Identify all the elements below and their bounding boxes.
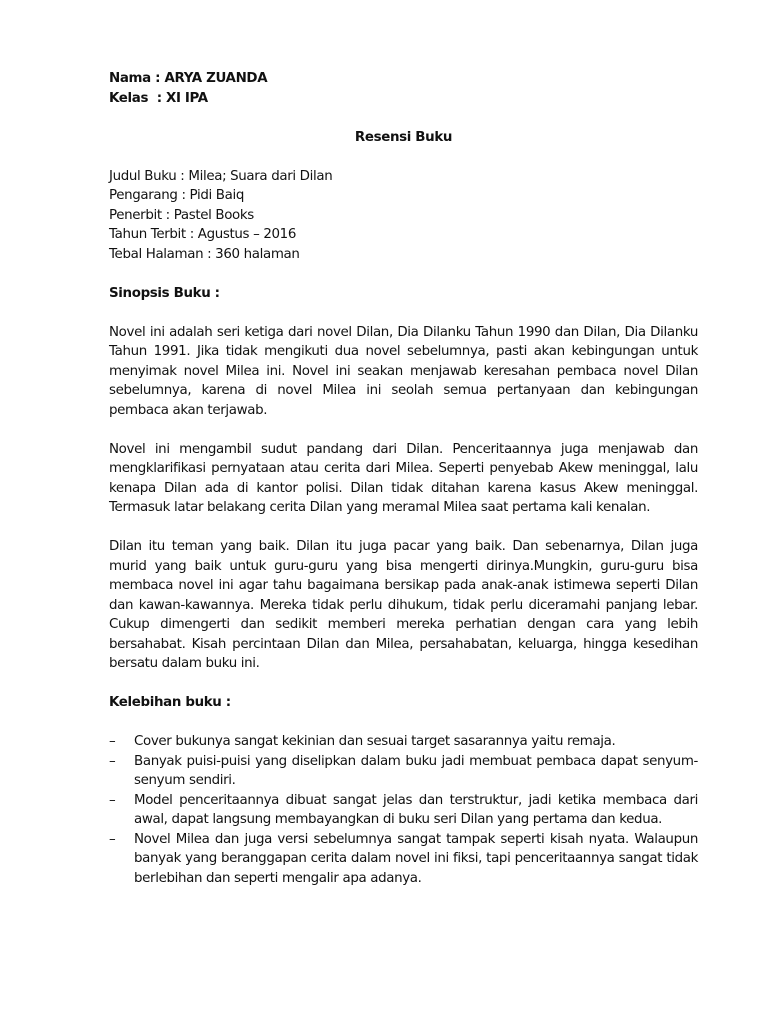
list-item-text: Banyak puisi-puisi yang diselipkan dalam buku jadi membuat pembaca dapat senyum-senyum sendiri. [134, 753, 698, 788]
book-title-field: Judul Buku : Milea; Suara dari Dilan [109, 168, 333, 184]
advantages-heading: Kelebihan buku : [109, 695, 231, 710]
list-item [109, 791, 698, 830]
book-year-field: Tahun Terbit : Agustus – 2016 [109, 227, 296, 242]
header-block [109, 69, 698, 108]
dash-bullet-icon: – [109, 792, 116, 808]
list-item [109, 732, 698, 752]
synopsis-paragraph: Novel ini adalah seri ketiga dari novel Dilan, Dia Dilanku Tahun 1990 dan Dilan, Dia Dilanku Tahun 1991. Jika tidak mengikuti dua novel sebelumnya, pasti akan kebingungan untuk menyimak novel Milea ini. Novel ini seakan menjawab keresahan pembaca novel Dilan sebelumnya, karena di novel Milea ini seolah semua pertanyaan dan kebingungan pembaca akan terjawab. [109, 324, 698, 418]
student-name: Nama : ARYA ZUANDA [109, 71, 268, 86]
page-title: Resensi Buku [354, 129, 453, 145]
dash-bullet-icon: – [109, 734, 116, 749]
spacer [109, 264, 698, 284]
book-pages-field: Tebal Halaman : 360 halaman [109, 246, 300, 262]
synopsis-paragraph: Novel ini mengambil sudut pandang dari Dilan. Penceritaannya juga menjawab dan mengklarifikasi pernyataan atau cerita dari Milea. Seperti penyebab Akew meninggal, lalu kenapa Dilan ada di kantor polisi. Dilan tidak ditahan karena kasus Akew meninggal. Termasuk latar belakang cerita Dilan yang meramal Milea saat pertama kali kenalan. [109, 441, 698, 515]
book-author-field: Pengarang : Pidi Baiq [109, 188, 244, 203]
dash-bullet-icon: – [109, 753, 116, 769]
list-item-text: Model penceritaannya dibuat sangat jelas dan terstruktur, jadi ketika membaca dari awal, dapat langsung membayangkan di buku seri Dilan yang pertama dan kedua. [134, 792, 698, 827]
synopsis-paragraph: Dilan itu teman yang baik. Dilan itu juga pacar yang baik. Dan sebenarnya, Dilan juga murid yang baik untuk guru-guru yang bisa mengerti dirinya.Mungkin, guru-guru bisa membaca novel ini agar tahu bagaimana bersikap pada anak-anak istimewa seperti Dilan dan kawan-kawannya. Mereka tidak perlu dihukum, tidak perlu diceramahi panjang lebar. Cukup dimengerti dan sedikit memberi mereka perhatian dengan cara yang lebih bersahabat. Kisah percintaan Dilan dan Milea, persahabatan, keluarga, hingga kesedihan bersatu dalam buku ini. [109, 539, 698, 671]
list-item [109, 752, 698, 791]
dash-bullet-icon: – [109, 831, 116, 847]
book-publisher-field: Penerbit : Pastel Books [109, 207, 254, 223]
list-item [109, 830, 698, 889]
list-item-text: Novel Milea dan juga versi sebelumnya sangat tampak seperti kisah nyata. Walaupun banyak yang beranggapan cerita dalam novel ini fiksi, tapi penceritaannya sangat tidak berlebihan dan seperti mengalir apa adanya. [134, 831, 698, 886]
synopsis-heading: Sinopsis Buku : [109, 285, 220, 301]
document-page [109, 69, 698, 888]
advantages-list [109, 732, 698, 888]
student-class: Kelas : XI IPA [109, 90, 208, 106]
list-item-text: Cover bukunya sangat kekinian dan sesuai target sasarannya yaitu remaja. [134, 734, 616, 749]
book-info [109, 167, 698, 265]
